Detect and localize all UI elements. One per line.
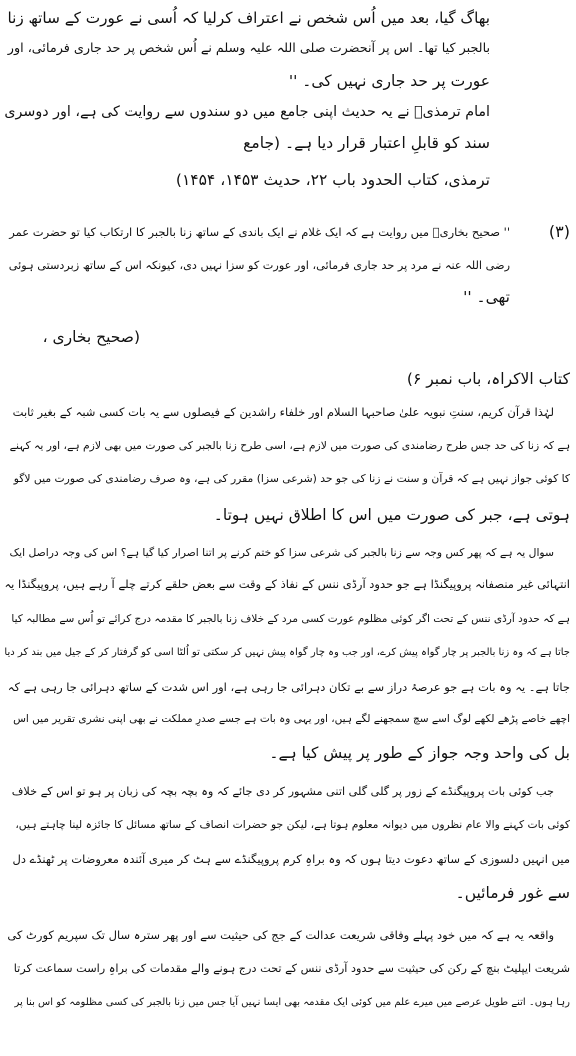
- text-line: سے غور فرمائیں۔: [455, 884, 570, 902]
- text-line: جاتا ہے کہ وہ زنا بالجبر پر چار گواہ پیش کرے، اور جب وہ چار گواہ پیش نہیں کر سکتی تو اُلٹا اسی کو گرفتار کر کے جیل میں بند کر دیا: [4, 647, 570, 658]
- text-line: انتہائی غیر منصفانہ پروپیگنڈا ہے جو حدود آرڈی ننس کے نفاذ کے وقت سے بعض حلقے کرتے چلے آ رہے ہیں، پروپیگنڈا یہ: [4, 577, 570, 591]
- text-line: کا کوئی جواز نہیں ہے کہ قرآن و سنت نے زنا کی جو حد (شرعی سزا) مقرر کی ہے، وہ صرف رضامندی کی صورت میں لاگو: [13, 472, 570, 485]
- citation-source: (صحیح بخاری ،: [42, 328, 140, 346]
- text-line: امام ترمذیؒ نے یہ حدیث اپنی جامع میں دو سندوں سے روایت کی ہے، اور دوسری: [4, 104, 490, 120]
- text-line: کوئی بات کہنے والا عام نظروں میں دیوانہ معلوم ہوتا ہے، لیکن جو حضرات انصاف کے ساتھ مسائل کا جائزہ لینا چاہتے ہیں،: [15, 818, 570, 831]
- text-line: جاتا ہے۔ یہ وہ بات ہے جو عرصۂ دراز سے بے تکان دہرائی جا رہی ہے، اور اس شدت کے ساتھ دہرائی جا رہی ہے کہ: [7, 680, 570, 694]
- text-line: ہے کہ زنا کی حد جس طرح رضامندی کی صورت میں لازم ہے، اسی طرح زنا بالجبر کی صورت میں بھی لازم ہے، اور یہ کہنے: [9, 439, 570, 452]
- text-line: بالجبر کیا تھا۔ اس پر آنحضرت صلی اللہ علیہ وسلم نے اُس شخص پر حد جاری فرمائی، اور: [7, 41, 490, 56]
- text-line: واقعہ یہ ہے کہ میں خود پہلے وفاقی شریعت عدالت کے جج کی حیثیت سے اور پھر سترہ سال تک سپریم کورٹ کی: [7, 928, 554, 942]
- text-line: لہٰذا قرآن کریم، سنتِ نبویہ علیٰ صاحبہا السلام اور خلفاء راشدین کے فیصلوں سے یہ بات کسی شبہ کے بغیر ثابت: [12, 405, 554, 419]
- text-line: عورت پر حد جاری نہیں کی۔ '': [288, 72, 490, 90]
- text-line: میں انہیں دلسوزی کے ساتھ دعوت دیتا ہوں کہ وہ براہِ کرم پروپیگنڈے سے ہٹ کر میری آئندہ معروضات پر ٹھنڈے دل: [12, 852, 570, 866]
- citation-reference: کتاب الاکراہ، باب نمبر ۶): [406, 370, 570, 388]
- text-line: رہا ہوں۔ اتنے طویل عرصے میں میرے علم میں کوئی ایک مقدمہ بھی ایسا نہیں آیا جس میں زنا بالجبر کی کسی مظلومہ کو اس بنا پر: [14, 997, 570, 1008]
- text-line: جب کوئی بات پروپیگنڈے کے زور پر گلی گلی اتنی مشہور کر دی جائے کہ وہ بچہ بچہ کی زبان پر ہو تو اس کے خلاف: [11, 785, 554, 798]
- text-line: بل کی واحد وجہ جواز کے طور پر پیش کیا ہے۔: [269, 744, 570, 762]
- text-line: ترمذی، کتاب الحدود باب ۲۲، حدیث ۱۴۵۳، ۱۴۵۴): [175, 171, 490, 189]
- item-number: (۳): [548, 222, 570, 241]
- text-line: شریعت ایپلیٹ بنچ کے رکن کی حیثیت سے حدود آرڈی ننس کے تحت درج ہونے والے مقدمات کی براہِ راست سماعت کرتا: [13, 962, 570, 975]
- text-line: سوال یہ ہے کہ پھر کس وجہ سے زنا بالجبر کی شرعی سزا کو ختم کرنے پر اتنا اصرار کیا گیا ہے؟ اس کی وجہ دراصل ایک: [9, 546, 554, 559]
- text-line: ہے کہ حدود آرڈی ننس کے تحت اگر کوئی مظلوم عورت کسی مرد کے خلاف زنا بالجبر کا مقدمہ درج کرائے تو اُس سے مطالبہ کیا: [11, 613, 570, 625]
- text-line: سند کو قابلِ اعتبار قرار دیا ہے۔ (جامع: [243, 134, 490, 152]
- text-line: اچھے خاصے پڑھے لکھے لوگ اسے سچ سمجھنے لگے ہیں، اور یہی وہ بات ہے جسے صدرِ مملکت نے بھی اپنی نشری تقریر میں اس: [13, 713, 570, 725]
- text-line: '' صحیح بخاریؒ میں روایت ہے کہ ایک غلام نے ایک باندی کے ساتھ زنا بالجبر کا ارتکاب کیا تو حضرت عمر: [9, 225, 510, 239]
- text-line: رضی اللہ عنہ نے مرد پر حد جاری فرمائی، اور عورت کو سزا نہیں دی، کیونکہ اس کے ساتھ زبردستی ہوئی: [8, 259, 510, 272]
- text-line: تھی۔ '': [463, 288, 510, 306]
- text-line: ہوتی ہے، جبر کی صورت میں اس کا اطلاق نہیں ہوتا۔: [213, 506, 570, 524]
- text-line: بھاگ گیا، بعد میں اُس شخص نے اعتراف کرلیا کہ اُسی نے عورت کے ساتھ زنا: [7, 9, 490, 27]
